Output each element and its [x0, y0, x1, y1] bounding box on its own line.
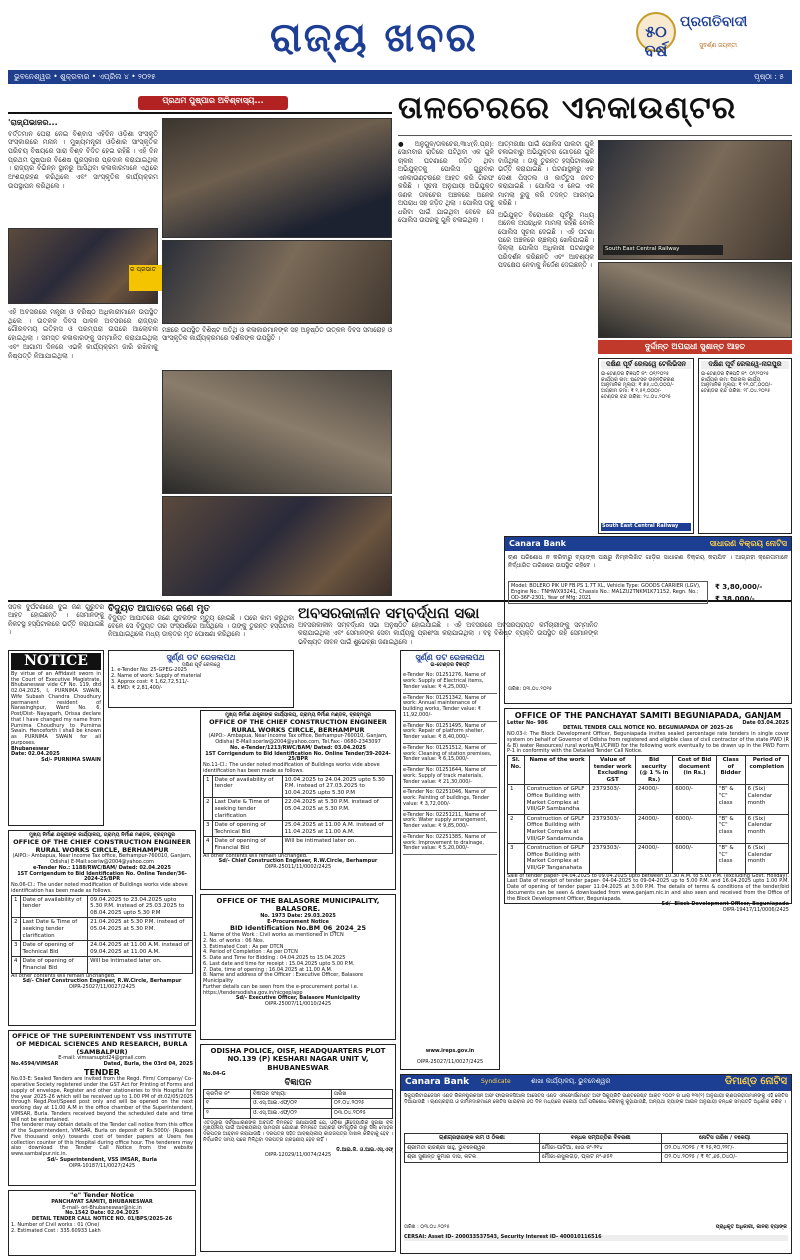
tender7-letter: Letter No- 986 [507, 719, 548, 726]
tender4-sign: Sd/- Chief Construction Engineer, R.W.Circle, Berhampur [218, 858, 378, 865]
ecor2-line-2: କାର୍ଯ୍ୟର ନାମ: ସିଗନାଲ କାର୍ଯ୍ୟ [701, 376, 761, 383]
tender2-title: TENDER [84, 1067, 120, 1077]
tender6-cell: ୨ [204, 1108, 251, 1118]
tender5-item-label: 4. Period of Completion [203, 949, 262, 956]
tender5-item-label: 8. Name and address of the Officer [203, 972, 291, 979]
tender7-header-cell: Class of Bidder [716, 756, 745, 785]
story5-block [8, 604, 104, 646]
canara-demand-cell: ମୌଜା-ରସୁଲଗଡ଼, ପ୍ଲଟ ନଂ-୬୫୧ [539, 1153, 662, 1163]
tender3-notice [8, 1190, 196, 1256]
tender7-header-cell: Value of tender work Excluding GST [590, 756, 635, 785]
story2-photo-badge: South East Central Railway [603, 245, 723, 255]
name-change-notice [8, 650, 104, 826]
tender3-item-1: 1. Number of Civil works : 01 (One) [11, 1221, 100, 1228]
story2-headline: ତାଳଚେରରେ ଏନକାଉଣ୍ଟର [398, 90, 737, 126]
gold-line-3: 3. Approx cost: ₹ 1,62,72,511/- [111, 678, 189, 685]
ecor2-title: ଦକ୍ଷିଣ ପୂର୍ବ ରେଲୱେ-ନାଗପୁର [701, 361, 789, 369]
table-row [405, 1143, 788, 1153]
tender7-cell: 2379303/- [590, 844, 635, 873]
ecor-line-3: ଆନୁମାନିକ ମୂଲ୍ୟ: ₹ ୭୫,୪୦,୦୦୦/- [601, 382, 674, 389]
tender7-date: Date 03.04.2025 [742, 719, 789, 726]
table-row [508, 756, 789, 785]
tender4-table [203, 775, 393, 854]
tender1-cell: Date of availability of tender [20, 895, 88, 918]
story1-stage-photo-1 [162, 118, 392, 238]
canara-demand-header-cell: ଋଣଗ୍ରହୀତାଙ୍କ ନାମ ଓ ଠିକଣା [405, 1134, 540, 1144]
canara-sale-emd: ₹ 38,000/- [715, 595, 755, 603]
gold2-entry-4: e-Tender No: 01251512, Name of work: Cleaning of station premises, Tender value: ₹ 6,15,000/- [403, 744, 497, 766]
tender6-cell: ତାରିଖ [331, 1089, 392, 1099]
ecor2-notice-box [698, 358, 792, 534]
tender3-sub: DETAIL TENDER CALL NOTICE NO. 01/BPS/2025-26 [31, 1216, 173, 1223]
tender1-org-odia: ମୁଖ୍ୟ ନିର୍ମାଣ ଯନ୍ତ୍ରୀଙ୍କ କାର୍ଯ୍ୟାଳୟ, ଗ୍ରାମ୍ୟ ନିର୍ମାଣ ମଣ୍ଡଳ, ବ୍ରହ୍ମପୁର [29, 832, 175, 838]
tender1-intro: No.06-Cl.: The under noted modification of Buildings works vide above identification has been made as follows. [11, 882, 188, 894]
ecor-line-1: ଇ-ଟେଣ୍ଡର ବିଜ୍ଞପ୍ତି ନଂ: ୦୧/୨୦୨୫ [601, 370, 669, 377]
tender6-title: ବିଜ୍ଞାପନ [284, 1077, 312, 1088]
canara-sale-title: ସାଧାରଣ ବିକ୍ରୟ ନୋଟିସ [709, 539, 787, 548]
story1-portrait-photo [8, 228, 158, 304]
tender4-cell: 10.04.2025 to 24.04.2025 upto 5.30 P.M. instead of 27.03.2025 to 10.04.2025 upto 5.30 P.M [282, 775, 392, 798]
tender6-cell: ୧ [204, 1099, 251, 1109]
table-row [508, 814, 789, 843]
tender4-cell: Last Date & Time of seeking tender clarification [212, 798, 282, 821]
notice-title: NOTICE [11, 653, 101, 670]
tender4-cell: Date of opening of Financial Bid [212, 837, 282, 853]
tender7-cell: 6000/- [673, 814, 717, 843]
tender5-item-label: 3. Estimated Cost [203, 943, 248, 950]
tender6-body: ଏତଦ୍ୱାରା ସର୍ବସାଧାରଣଙ୍କ ଅବଗତି ନିମନ୍ତେ ଜଣାଯାଉଛି ଯେ, ଓଡ଼ିଶା ଔଦ୍ୟୋଗିକ ସୁରକ୍ଷା ବଳ ମୁଖ୍ୟାଳୟ ପାଇଁ ଆବଶ୍ୟକୀୟ ସାମଗ୍ରୀ ଯୋଗାଣ ନିମନ୍ତେ ଆଗ୍ରହୀ ଫର୍ମଗୁଡ଼ିକ ଠାରୁ ସିଲ୍ ମୋହର ଦରପତ୍ର ଆହ୍ବାନ କରାଯାଉଛି । ଦରପତ୍ର ସହିତ ଆବଶ୍ୟକୀୟ କାଗଜପତ୍ର ଦାଖଲ କରିବାକୁ ହେବ । ନିର୍ଦ୍ଧାରିତ ସମୟ ପରେ ମିଳିଥିବା ଦରପତ୍ର ଗ୍ରହଣୀୟ ହେବ ନାହିଁ । [203, 1119, 393, 1143]
story2-body2: ଆତ୍ମରକ୍ଷା ପାଇଁ ପୋଲିସ ପାଲଟା ଗୁଳି ଚଳାଇବାରୁ ଅଭିଯୁକ୍ତର ଗୋଡ଼ରେ ଗୁଳି ବାଜିଥିଲା । ତାକୁ ତୁରନ୍ତ ହସ୍ପିଟାଲରେ ଭର୍ତ୍ତି କରାଯାଇଛି । ଘଟଣାସ୍ଥଳରୁ ଏକ ଦେଶୀ ପିସ୍ତଲ ଓ କାର୍ତ୍ତୁସ ଜବତ କରାଯାଇଛି । ପୋଲିସ ଏ ନେଇ ଏକ ମାମଲା ରୁଜୁ କରି ତଦନ୍ତ ଆରମ୍ଭ କରିଛି । [498, 140, 594, 208]
tender6-oipr: OIPR-12029/11/0074/2425 [264, 1152, 332, 1159]
table-row [204, 798, 393, 821]
tender4-cell: 22.04.2025 at 5.30 P.M. instead of 05.04.2025 at 5.30 P.M. [282, 798, 392, 821]
tender2-org: OFFICE OF THE SUPERINTENDENT VSS INSTITUTE OF MEDICAL SCIENCES AND RESEARCH, BURLA (SAMBALPUR) [12, 1032, 192, 1056]
tender2-sign: Sd/- Superintendent, VSS IMSAR, Burla [47, 1156, 157, 1163]
canara-demand-notice [400, 1074, 792, 1254]
tender6-cell: ୦୨.୦୪.୨୦୨୫ [331, 1099, 392, 1109]
tender5-item-value: : 15.04.2025 upto 5.00 P.M. [285, 960, 355, 967]
canara-demand-header [401, 1075, 791, 1091]
tender7-cell: "B" & "C" class [716, 814, 745, 843]
canara-demand-body: ସିକ୍ୟୁରିଟାଇଜେସନ ଏଣ୍ଡ ରିକନଷ୍ଟ୍ରକସନ ଅଫ ଫାଇନାନସିଆଲ ଆସେଟସ ଏଣ୍ଡ ଏନଫୋର୍ସମେଣ୍ଟ ଅଫ ସିକ୍ୟୁରିଟି ଇଣ୍ଟରେଷ୍ଟ ଆକ୍ଟ ୨୦୦୨ ର ଧାରା ୧୩(୨) ଅନୁଯାୟୀ ଋଣଗ୍ରହୀତାମାନଙ୍କୁ ଏହି ନୋଟିସ ଦିଆଯାଉଛି । ଋଣଗ୍ରହୀତା ଓ ଜାମିନଦାରମାନେ ନୋଟିସ ପାଇବାର ୬୦ ଦିନ ମଧ୍ୟରେ ବକେୟା ଅର୍ଥ ପରିଶୋଧ କରିବାକୁ କୁହାଯାଉଛି, ଅନ୍ୟଥା ବ୍ୟାଙ୍କ ଆଇନ ଅନୁଯାୟୀ ବନ୍ଧକ ସମ୍ପତ୍ତି ଅଧିକାର କରିବ । [404, 1093, 788, 1105]
gold2-sub: ଇ-ଟେଣ୍ଡର ବିଜ୍ଞପ୍ତି [430, 661, 470, 668]
notice-body: By virtue of an Affidavit sworn in the Court of Executive Magistrate, Bhubaneswar vide CF No. 119, dtd 02.04.2025, I, PURNIMA SWAIN, Wife Subash Chandra Choudhury permanent resident of Narasinghpur, Ward No. 6, Post/Dist- Nayagarh, Orissa declare that I have changed my name from Purnima Choudhury to Purnima Swain. Henceforth I shall be known as PURNIMA SWAIN for all purposes. [11, 670, 101, 746]
tender7-cell: 6000/- [673, 844, 717, 873]
tender6-cell: ୦୩.୦୪.୨୦୨୫ [331, 1108, 392, 1118]
canara-demand-syndicate: Syndicate [481, 1078, 511, 1085]
canara-demand-cersai: CERSAI: Asset ID- 200033537543, Security Interest ID- 400010116516 [404, 1235, 788, 1241]
story1-headline-bar [8, 90, 392, 114]
tender7-cell: Construction of GPLF Office Building with Market Complex at VIII/GP Sandamunda [524, 814, 590, 843]
story2-headline-bar [398, 90, 792, 136]
tender1-cell: 09.04.2025 to 23.04.2025 upto 5.30 P.M. instead of 25.03.2025 to 08.04.2025 upto 5.30 P.M [88, 895, 193, 918]
tender1-addr: (AIPO:- Ambapua, Near Income Tax office, Berhampur-760010, Ganjam, Odisha) E-Mail:scerlw@2004@yahoo.com [12, 853, 192, 866]
tender7-cell: Construction of GPLF Office Building with Market Complex at VIII/GP Sambandha [524, 785, 590, 814]
tender7-table [507, 755, 789, 874]
anniversary-emblem-icon [636, 12, 676, 61]
tender6-no: No.04-G [203, 1071, 226, 1078]
canara-demand-cell: ଶ୍ରୀ ସୁଶାନ୍ତ କୁମାର ଦାସ, କଟକ [405, 1153, 540, 1163]
canara-demand-branch: ଶାଖା କାର୍ଯ୍ୟାଳୟ, ଭୁବନେଶ୍ୱର [531, 1077, 611, 1085]
ecor-line-5: ଟେଣ୍ଡର ବନ୍ଦ ତାରିଖ: ୨୪.୦୪.୨୦୨୫ [601, 393, 671, 400]
story1-body1: ବର୍ତ୍ତମାନ ଘେରା ନେଇ ବିଶ୍ବାସ ଏହିଦିନ ଓଡ଼ିଶା ସଂସ୍କୃତି ସଂସ୍କାରରେ ମନାନ । ମୁଖ୍ୟମନ୍ତ୍ରୀ ଓଡ଼ିଶାର ସାଂସ୍କୃତିକ ପରିଚୟ ବିଷୟରେ ସାରା ବିଶ୍ବ ବିଦିତ ହେଇ ରହିଛି । ଏହି ଦିନ ପ୍ରଥମ ପୁଷ୍ପାର ବିଶେଷ ପୁରସ୍କାର ପ୍ରଦାନ କରାଯାଇଥିଲା । ରାଜ୍ୟର ବିଭିନ୍ନ ସ୍ଥାନରୁ ଆସିଥିବା କଳାକାରମାନେ ଏଥିରେ ଅଂଶଗ୍ରହଣ କରିଥିଲେ ଏବଂ ସାଂସ୍କୃତିକ କାର୍ଯ୍ୟକ୍ରମ ଉପସ୍ଥାପନ କରିଥିଲେ । [8, 129, 158, 190]
gold-tender-small [108, 650, 294, 708]
tender4-intro: No.11-Cl.: The under noted modification of Buildings works vide above identification has been made as follows. [203, 762, 380, 774]
gold2-entry-6: e-Tender No: 02251046, Name of work: Painting of buildings, Tender value: ₹ 3,72,000/- [403, 788, 497, 810]
tender2-oipr: OIPR-10187/11/0027/2425 [68, 1162, 136, 1169]
gold-line-1: 1. e-Tender No: 25-GPEG-2025 [111, 667, 188, 674]
story2-photo-caption: ଦୁର୍ଦ୍ଦାନ୍ତ ଅପରାଧୀ ସୁଶାନ୍ତ ଆହତ [598, 340, 792, 354]
story4-block [108, 604, 294, 646]
tender7-cell: 2379303/- [590, 785, 635, 814]
tender7-header-cell: Sl. No. [508, 756, 525, 785]
table-row [405, 1153, 788, 1163]
story1-kicker: 'ରାଜ୍ଯଭାଜର... [8, 118, 58, 127]
dateline: ଭୁବନେଶ୍ୱର • ଶୁକ୍ରବାର • ଏପ୍ରିଲ ୪ • ୨୦୨୫ [14, 72, 156, 81]
anniversary-subtitle: ସୁବର୍ଣ୍ଣ ଜୟନ୍ତୀ [699, 42, 737, 49]
tender5-org: OFFICE OF THE BALASORE MUNICIPALITY, BALASORE. [216, 897, 380, 914]
tender4-cell: Date of opening of Technical Bid [212, 821, 282, 837]
table-row [508, 785, 789, 814]
tender7-header-cell: Cost of Bid document (in Rs.) [673, 756, 717, 785]
gold2-footer: www.ireps.gov.in [425, 1048, 475, 1055]
ecor-notice-box [598, 358, 694, 534]
tender4-footer: All other contents will remain unchanged. [203, 852, 308, 859]
tender7-cell: "B" & "C" class [716, 785, 745, 814]
tender6-sign: ଡି.ଆଇ.ଜି. ଓ.ଆଇ.ଏସ୍.ଏଫ୍ [336, 1146, 393, 1153]
notice-place: Bhubaneswar [11, 745, 50, 752]
tender5-oipr: OIPR-25007/11/0010/2425 [264, 1001, 332, 1008]
tender1-cell: Date of opening of Technical Bid [20, 941, 88, 957]
story2-photo-2 [598, 262, 792, 338]
canara-demand-bank: Canara Bank [405, 1077, 470, 1087]
tender4-cell: Date of availability of tender [212, 775, 282, 798]
tender6-notice [200, 1044, 396, 1252]
notice-date: Date: 02.04.2025 [11, 751, 60, 758]
tender5-item-label: 2. No. of works [203, 937, 241, 944]
tender2-notice [8, 1030, 196, 1186]
canara-demand-cell: ଶ୍ରୀମତୀ ରାଜଶ୍ରୀ ସାହୁ, ଭୁବନେଶ୍ୱର [405, 1143, 540, 1153]
tender2-no: No.4594/VIMSAR [11, 1061, 59, 1068]
tender3-org: PANCHAYAT SAMITI, BHUBANESWAR [51, 1198, 153, 1205]
table-row [405, 1134, 788, 1144]
tender2-date: Dated, Burla, the 03rd 04, 2025 [103, 1061, 193, 1068]
tender5-item-label: 6. Last date and time for receipt [203, 960, 284, 967]
anniversary-number: ୫୦ ବର୍ଷ [644, 22, 668, 61]
gold-tender-list [400, 650, 500, 1070]
tender4-addr: (AIPO:- Ambapua, Near Income Tax office, Berhampur-760010, Ganjam, Odisha) E-Mail:scerlw@2004@yahoo.com, Tel.Fax:- 0680-2343097 [208, 733, 388, 746]
tender4-cell: Will be intimated later on. [282, 837, 392, 853]
tender7-org: OFFICE OF THE PANCHAYAT SAMITI BEGUNIAPADA, GANJAM [514, 711, 782, 720]
canara-demand-cell: ୦୨.୦୪.୨୦୨୫ / ₹ ୨୫,୧୦,୨୨୮/- [662, 1143, 788, 1153]
tender6-cell: ବିଜ୍ଞାପନ ସଂଖ୍ୟା [250, 1089, 331, 1099]
gold2-entry-5: e-Tender No: 01251644, Name of work: Supply of track materials, Tender value: ₹ 21,30,000/- [403, 766, 497, 788]
gold-line-2: 2. Name of work: Supply of material [111, 673, 202, 680]
tender5-item-value: : 04.04.2025 to 15.04.2025 [276, 955, 346, 962]
story1-body2: ଏହି ଅବସରରେ ମନ୍ତ୍ରୀ ଓ ବରିଷ୍ଠ ଅଧିକାରୀମାନେ ଉପସ୍ଥିତ ଥିଲେ । ଉତ୍କଳ ଦିବସ ପାଳନ ଅବସରରେ ରାଜ୍ୟର ଗୌରବମୟ ଇତିହାସ ଓ ପରମ୍ପରା ଉପରେ ଆଲୋଚନା ହୋଇଥିଲା । ସମସ୍ତ କଳାକାରଙ୍କୁ ସମ୍ମାନିତ କରାଯାଇଥିଲା ଏବଂ ଆଗାମୀ ଦିନରେ ଏଭଳି କାର୍ଯ୍ୟକ୍ରମ ଜାରି ରଖିବାକୁ ନିଷ୍ପତ୍ତି ନିଆଯାଇଥିଲା । [8, 308, 158, 360]
tender1-notice [8, 830, 196, 1026]
gold2-oipr: OIPR-25027/11/0027/2425 [416, 1059, 484, 1066]
tender5-item-label: 7. Date, time of opening [203, 966, 264, 973]
story1-photo-label: ର ପ୍ରଭାତ [129, 265, 165, 291]
tender5-item-value: : Civil works as mentioned in DTCN [256, 932, 344, 939]
gold2-entry-2: e-Tender No: 01251342, Name of work: Annual maintenance of building works, Tender value: ₹ 11,92,000/- [403, 694, 497, 722]
canara-sale-bank: Canara Bank [509, 539, 567, 548]
tender7-intro: NO.03-I: The Block Development Officer, Beguniapada invites sealed percentage rate tenders in single cover system on behalf of Governor of Odisha from registered and eligible class of civil contractor of the state PWD (R & B) water Resources/ rural works/M.I/CPWD for the following work eventually to be drawn up in the PWD Form P-1 in conformity with the Detailed Tender Call Notice. [507, 731, 789, 755]
tender4-cell: 3 [204, 821, 213, 837]
tender1-cell: 24.04.2025 at 11.00 A.M. instead of 09.04.2025 at 11.00 A.M. [88, 941, 193, 957]
gold-title: ସୁର୍ଣ୍ଣ ଡଟ ରେଜଲପଥ [166, 653, 236, 662]
gold-sub: ଦକ୍ଷିଣ ପୂର୍ବ ରେଲୱେ [181, 661, 221, 668]
canara-demand-title: ଡିମାଣ୍ଡ ନୋଟିସ [724, 1076, 787, 1087]
tender4-sub: 1ST Corrigendum to Bid Identification No. Online Tender/39-2024-25/BPR [205, 750, 391, 763]
table-row [204, 775, 393, 798]
tender7-cell: 24000/- [635, 844, 672, 873]
canara-demand-header-cell: ବନ୍ଧକ ସମ୍ପତ୍ତିର ବିବରଣୀ [539, 1134, 662, 1144]
ecor-line-4: ଅଗ୍ରୀମ ଜମା: ₹ ୧,୫୧,୦୦୦/- [601, 388, 662, 395]
tender2-body: No.03-E: Sealed Tenders are invited from the Regd. Firm/ Company/ Co-operative Society registered under the GST Act for Printing of Forms and supply of envelope, Register and other stationeries to this Hospital for the year 2025-26 which will be received up to 1.00 PM of dt.02/05/2025 through Regd.Post/Speed post only and will be opened on the next working day at 11.00 A.M in the office chamber of the Superintendent, VIMSAR, Burla. Tenders received beyond the scheduled date and time will not be entertained. [11, 1076, 193, 1123]
canara-demand-table-wrap [404, 1133, 788, 1163]
tender7-sign: Sd/- Block Development Officer, Beguniapada [661, 901, 789, 908]
tender7-cell: 6 (Six) Calendar month [745, 814, 788, 843]
canara-sale-price: ₹ 3,80,000/- [715, 583, 763, 591]
table-row [12, 941, 193, 957]
tender1-cell: Last Date & Time of seeking tender clarification [20, 918, 88, 941]
gold-line-4: 4. EMD: ₹ 2,81,400/- [111, 684, 163, 691]
table-row [204, 821, 393, 837]
canara-sale-date: ତାରିଖ: ୦୩.୦୪.୨୦୨୫ [508, 686, 553, 692]
table-row [204, 837, 393, 853]
story1-event-photo [162, 496, 392, 596]
tender7-header-cell: Bid security (@ 1 % in Rs.) [635, 756, 672, 785]
table-row [508, 844, 789, 873]
table-row [204, 1089, 393, 1099]
tender1-sub: 1ST Corrigendum to Bid Identification No. Online Tender/36-2024-25/BPR [17, 870, 187, 883]
tender7-notice [504, 708, 792, 914]
tender5-item-label: 1. Name of the Work [203, 932, 255, 939]
tender6-cell: ଓ.ଏସ୍.ଆଇ.ଏଫ୍/୦୧ [250, 1099, 331, 1109]
gold2-title: ସୁର୍ଣ୍ଣ ଡଟ ରେଜଲପଥ [415, 653, 485, 662]
story3-headline: ଅବସରକାଳୀନ ସମ୍ବର୍ଦ୍ଧନା ସଭା [298, 604, 480, 622]
tender3-email: E-mail- ori-Bhubaneswar@nic.in [62, 1204, 142, 1211]
story2-body3: ଅଭିଯୁକ୍ତ ବିରୋଧରେ ପୂର୍ବରୁ ମଧ୍ୟ ଅନେକ ଅପରାଧିକ ମାମଲା ରହିଛି ବୋଲି ପୋଲିସ ସୂଚନା ଦେଇଛି । ଏହି ଘଟଣା ପରେ ଅଞ୍ଚଳରେ ଚାଞ୍ଚଲ୍ୟ ଖେଳିଯାଇଛି । ଜିଲ୍ଲା ପୋଲିସ ଅଧିକାରୀ ଘଟଣାସ୍ଥଳ ପରିଦର୍ଶନ କରିଛନ୍ତି ଏବଂ ଆବଶ୍ୟକ ପଦକ୍ଷେପ ନେବାକୁ ନିର୍ଦ୍ଦେଶ ଦେଇଛନ୍ତି । [498, 210, 594, 270]
tender1-org: OFFICE OF THE CHIEF CONSTRUCTION ENGINEER RURAL WORKS CIRCLE, BERHAMPUR [13, 837, 191, 854]
masthead-area [8, 8, 792, 70]
tender6-org: ODISHA POLICE, OISF, HEADQUARTERS PLOT NO.139 (P) KESHARI NAGAR UNIT V, BHUBANESWAR [210, 1047, 386, 1072]
table-row [204, 1108, 393, 1118]
tender5-no: No. 1973 Date: 29.03.2025 [260, 912, 336, 919]
tender5-item-value: : As per DTCN [248, 943, 284, 950]
tender4-notice [200, 710, 396, 890]
tender7-header-cell: Name of the work [524, 756, 590, 785]
tender2-email: E-mail: vimsarsuptd24@gmail.com [58, 1055, 146, 1062]
tender5-item-value: : As per DTCN [263, 949, 298, 956]
tender4-cell: 2 [204, 798, 213, 821]
ecor2-line-4: ଟେଣ୍ଡର ବନ୍ଦ ତାରିଖ: ୨୮.୦୪.୨୦୨୫ [701, 388, 771, 395]
tender5-item-value: : Executive Officer, Balasore Municipality [203, 972, 364, 985]
tender1-sign: Sd/- Chief Construction Engineer, R.W.Circle, Berhampur [22, 978, 182, 985]
canara-demand-cell: ୦୨.୦୪.୨୦୨୫ / ₹ ୧୮,୬୫,୦୪୦/- [662, 1153, 788, 1163]
tender3-item-2: 2. Estimated Cost : 335.60933 Lakh [11, 1227, 101, 1234]
tender4-cell: 4 [204, 837, 213, 853]
tender5-item-value: : 06 Nos. [241, 937, 265, 944]
tender1-cell: 21.04.2025 at 5.30 P.M. instead of 05.04.2025 at 5.30 P.M. [88, 918, 193, 941]
ecor-line-2: କାର୍ଯ୍ୟର ନାମ: ଷ୍ଟେସନ ଉନ୍ନତିକରଣ [601, 376, 675, 383]
canara-demand-header-cell: ନୋଟିସ ତାରିଖ / ବକେୟା [662, 1134, 788, 1144]
tender4-org-odia: ମୁଖ୍ୟ ନିର୍ମାଣ ଯନ୍ତ୍ରୀଙ୍କ କାର୍ଯ୍ୟାଳୟ, ଗ୍ରାମ୍ୟ ନିର୍ମାଣ ମଣ୍ଡଳ, ବ୍ରହ୍ମପୁର [225, 712, 371, 718]
story2-column-1 [398, 140, 494, 580]
tender7-cell: Construction of GPLF Office Building with Market Complex at VIII/GP Tanganahata [524, 844, 590, 873]
story1-caption: ମଞ୍ଚରେ ଉପସ୍ଥିତ ବିଶିଷ୍ଟ ଅତିଥି ଓ କଳାକାରମାନଙ୍କ ସହ ଅନୁଷ୍ଠିତ ଉତ୍କଳ ଦିବସ ସମାରୋହ ଓ ସାଂସ୍କୃତିକ କାର୍ଯ୍ୟକ୍ରମରେ ଦର୍ଶକଙ୍କ ଉପସ୍ଥିତି । [162, 326, 392, 343]
tender1-cell: 4 [12, 957, 21, 973]
tender7-cell: 6000/- [673, 785, 717, 814]
tender1-cell: Date of opening of Financial Bid [20, 957, 88, 973]
canara-demand-table [404, 1133, 788, 1163]
story2-photo-1 [598, 140, 792, 260]
tender5-notice [200, 894, 396, 1040]
canara-sale-header [505, 537, 791, 551]
tender1-ref: e-Tender No.: 1188/RWC/BAM/ Dated: 02.04.2025 [33, 864, 171, 871]
story1-crowd-photo [162, 370, 392, 494]
tender7-oipr: OIPR-19417/11/0006/2425 [722, 907, 789, 914]
ecor-title: ଦକ୍ଷିଣ ପୂର୍ବ ରେଲୱେ ଟେଲିଭିସନ [601, 361, 691, 369]
tender5-footer: Further details can be seen from the e-procurement portal i.e. https://tendersodisha.gov.in/nicgep/app [203, 983, 359, 996]
story3-body: ଅବସରକାଳୀନ ସମ୍ବର୍ଦ୍ଧନା ସଭା ଅନୁଷ୍ଠିତ ହୋଇଯାଇଛି । ଏହି ଅବସରରେ ଅବସରପ୍ରାପ୍ତ କର୍ମଚାରୀଙ୍କୁ ସମ୍ମାନିତ କରାଯାଇଥିଲା ଏବଂ ସେମାନଙ୍କ ସେବା କାର୍ଯ୍ୟକୁ ପ୍ରଶଂସା କରାଯାଇଥିଲା । ବହୁ ବିଶିଷ୍ଟ ବ୍ୟକ୍ତି ଉପସ୍ଥିତ ରହି ସେମାନଙ୍କ ଭବିଷ୍ୟତ ଜୀବନ ପାଇଁ ଶୁଭେଚ୍ଛା ଜଣାଇଥିଲେ । [298, 622, 598, 646]
story4-body: ବିଦ୍ୟୁତ ଆଘାତରେ ଜଣେ ଯୁବକଙ୍କ ମୃତ୍ୟୁ ହୋଇଛି । ଘରେ କାମ କରୁଥିବା ବେଳେ ସେ ବିଦ୍ୟୁତ ତାର ସଂସ୍ପର୍ଶରେ ଆସିଥିଲେ । ତାଙ୍କୁ ତୁରନ୍ତ ହସ୍ପିଟାଲ ନିଆଯାଇଥିଲେ ମଧ୍ୟ ଡାକ୍ତର ମୃତ ଘୋଷଣା କରିଥିଲେ । [108, 614, 294, 639]
canara-demand-sign: ପ୍ରାଧିକୃତ ଅଧିକାରୀ, କାନରା ବ୍ୟାଙ୍କ [715, 1224, 787, 1230]
masthead-title: ରାଜ୍ୟ ଖବର [270, 14, 478, 61]
tender7-cell: 2379303/- [590, 814, 635, 843]
notice-sign: Sd/- PURNIMA SWAIN [41, 757, 101, 764]
ecor-footer: South East Central Railway [601, 523, 691, 531]
tender7-cell: 1 [508, 785, 525, 814]
tender1-oipr: OIPR-25027/11/0027/2425 [68, 984, 136, 991]
table-row [12, 918, 193, 941]
canara-demand-date: ତାରିଖ : ୦୩.୦୪.୨୦୨୫ [404, 1224, 450, 1230]
story2-body1: ● ଅନୁଗୁଳ/ତାଳଚେର,୩ା୪(ନି.ପ୍ର): ସୋମବାର ରାତିରେ ଘଟିଥିବା ଏକ ଗୁଳି ଚାଳନା ଘଟଣାରେ ଜଡ଼ିତ ଥିବା ଅଭିଯୁକ୍ତକୁ ପୋଲିସ ଗୁରୁବାର ଏନକାଉଣ୍ଟରରେ ଆହତ କରି ଗିରଫ କରିଛି । ସୂଚନା ଅନୁଯାୟୀ ଅଭିଯୁକ୍ତ ଜଣକ ତାଳଚେର ଅଞ୍ଚଳରେ ଅନେକ ଅପରାଧ ସହ ଜଡ଼ିତ ଥିଲା । ପୋଲିସ ତାକୁ ଧରିବା ପାଇଁ ଯାଇଥିବା ବେଳେ ସେ ପୋଲିସ ଉପରକୁ ଗୁଳି ଚଳାଇଥିଲା । [398, 140, 494, 225]
tender4-oipr: OIPR-25011/11/0002/2425 [264, 864, 332, 871]
paper-name: ପ୍ରଗତିବାଦୀ [680, 14, 748, 30]
story1-stage-photo-2 [162, 240, 392, 324]
table-row [204, 1099, 393, 1109]
gold2-entry-3: e-Tender No: 01251495, Name of work: Repair of platform shelter, Tender value: ₹ 8,40,000/- [403, 722, 497, 744]
tender1-cell: 1 [12, 895, 21, 918]
tender3-title: "e" Tender Notice [69, 1191, 135, 1199]
story1-headline: ପ୍ରଥମ ପୁଷ୍ପାର ଅବିଶ୍ବାସ୍ୟ... [138, 96, 288, 110]
tender4-cell: 1 [204, 775, 213, 798]
tender4-ref: No. e-Tender/1213/RWC/BAM/ Dated: 03.04.2025 [229, 744, 367, 751]
gold2-entry-7: e-Tender No: 02251211, Name of work: Water supply arrangement, Tender value: ₹ 9,85,000/- [403, 811, 497, 833]
tender5-bid: BID Identification No.BM_06_2024_25 [230, 924, 366, 933]
story1-column-2 [8, 308, 158, 598]
tender4-org: OFFICE OF THE CHIEF CONSTRUCTION ENGINEER RURAL WORKS CIRCLE, BERHAMPUR [209, 717, 387, 734]
ecor2-line-1: ଇ-ଟେଣ୍ଡର ବିଜ୍ଞପ୍ତି ନଂ: ୦୨/୨୦୨୫ [701, 370, 769, 377]
tender7-cell: 6 (Six) Calendar month [745, 844, 788, 873]
tender1-table [11, 895, 193, 974]
table-row [12, 957, 193, 973]
canara-sale-notice [504, 536, 792, 704]
gold2-entry-8: e-Tender No: 02251385, Name of work: Improvement to drainage, Tender value: ₹ 5,20,000/- [403, 833, 497, 855]
story2-column-2 [498, 140, 594, 580]
tender5-item-value: : 16.04.2025 at 11.00 A.M. [265, 966, 333, 973]
tender7-cell: 3 [508, 844, 525, 873]
tender1-cell: Will be intimated later on. [88, 957, 193, 973]
table-row [12, 895, 193, 918]
tender6-cell: ଓ.ଏସ୍.ଆଇ.ଏଫ୍/୦୨ [250, 1108, 331, 1118]
tender1-cell: 2 [12, 918, 21, 941]
tender7-cell: 24000/- [635, 785, 672, 814]
tender3-no: No.1542 Date: 02.04.2025 [65, 1210, 139, 1217]
tender5-item-label: 5. Date and Time for Bidding [203, 955, 276, 962]
ecor2-line-3: ଆନୁମାନିକ ମୂଲ୍ୟ: ₹ ୧୨,୦୮,୦୦୦/- [701, 382, 773, 389]
tender1-cell: 3 [12, 941, 21, 957]
tender2-body2: The tenderer may obtain details of the Tender call notice from this office of the Superintendent, VIMSAR, Burla on deposit of Rs.5000/- (Rupees Five thousand only) towards cost of tender papers at Users fee collection counter of this Hospital during office hour. The tenderers may also download the Tender Call Notice from the website www.sambalpur.nic.in. [11, 1122, 193, 1158]
tender7-cell: 6 (Six) Calendar month [745, 785, 788, 814]
canara-demand-cell: ମୌଜା-ପାଟିଆ, ଖାତା ନଂ-୨୧୪ [539, 1143, 662, 1153]
tender4-cell: 25.04.2025 at 11.00 A.M. instead of 11.04.2025 at 11.00 A.M. [282, 821, 392, 837]
tender5-sub: E-Procurement Notice [267, 918, 329, 925]
tender7-body: Sale of tender paper- 04.04.2025 to 09.04.2025 upto between 10.30 A.M. to 5.00 P.M. (excluding Govt. Holiday). Last Date of receipt of tender paper- 04-04-2025 to 09-04-2025 up to 5.00 P.M. and 16.04.2025 upto 1.00 P.M. Date of opening of tender paper 11.04.2025 at 3.00 P.M. The details of terms & conditions of the tender/bid documents can be seen & downloaded from www.ganjam.nic.in and also seen and received from the Office of the Block Development Officer, Beguniapada. [507, 872, 789, 902]
canara-sale-vehicle: Model: BOLERO PIK UP FB PS 1.7T XL, Vehicle Type: GOODS CARRIER (LGV), Engine No.: TNHWX93241, Chassis No.: MA1ZU2TNKM1K71152, Regn. No.: OD-36F-2301, Year of Mfg: 2021 [508, 581, 708, 604]
gold2-entry-1: e-Tender No: 01251276, Name of work: Supply of Electrical items, Tender value: ₹ 4,25,000/- [403, 671, 497, 693]
page-number: ପୃଷ୍ଠା : ୫ [754, 72, 784, 81]
tender7-cell: 2 [508, 814, 525, 843]
canara-sale-body: ଋଣ ପରିଶୋଧ ନ କରିବାରୁ ବ୍ୟାଙ୍କ ପକ୍ଷରୁ ନିମ୍ନଲିଖିତ ଗାଡ଼ିର ସାଧାରଣ ବିକ୍ରୟ କରାଯିବ । ଆଗ୍ରହୀ କ୍ରେତାମାନେ ନିର୍ଦ୍ଧାରିତ ତାରିଖରେ ଉପସ୍ଥିତ ରହିବେ । [508, 554, 788, 569]
tender7-cell: "B" & "C" class [716, 844, 745, 873]
tender6-cell: କ୍ରମିକ ନଂ [204, 1089, 251, 1099]
tender1-footer: All other contents will remain unchanged. [11, 972, 116, 979]
header-strip [8, 70, 792, 84]
tender7-header-cell: Period of completion [745, 756, 788, 785]
tender7-cell: 24000/- [635, 814, 672, 843]
tender5-sign: Sd/- Executive Officer, Balasore Municipality [235, 995, 361, 1002]
tender7-sub: DETAIL TENDER CALL NOTICE NO. BEGUNIAPADA OF 2025-26 [562, 725, 734, 732]
story4-headline: ବିଦ୍ୟୁତ ଆଘାତରେ ଜଣେ ମୃତ [108, 604, 210, 614]
tender6-table [203, 1089, 393, 1119]
story5-body: ସଡ଼କ ଦୁର୍ଘଟଣାରେ ଦୁଇ ଜଣ ଗୁରୁତର ଆହତ ହୋଇଛନ୍ତି । ସେମାନଙ୍କୁ ନିକଟସ୍ଥ ହସ୍ପିଟାଲରେ ଭର୍ତ୍ତି କରାଯାଇଛି । [8, 604, 104, 636]
